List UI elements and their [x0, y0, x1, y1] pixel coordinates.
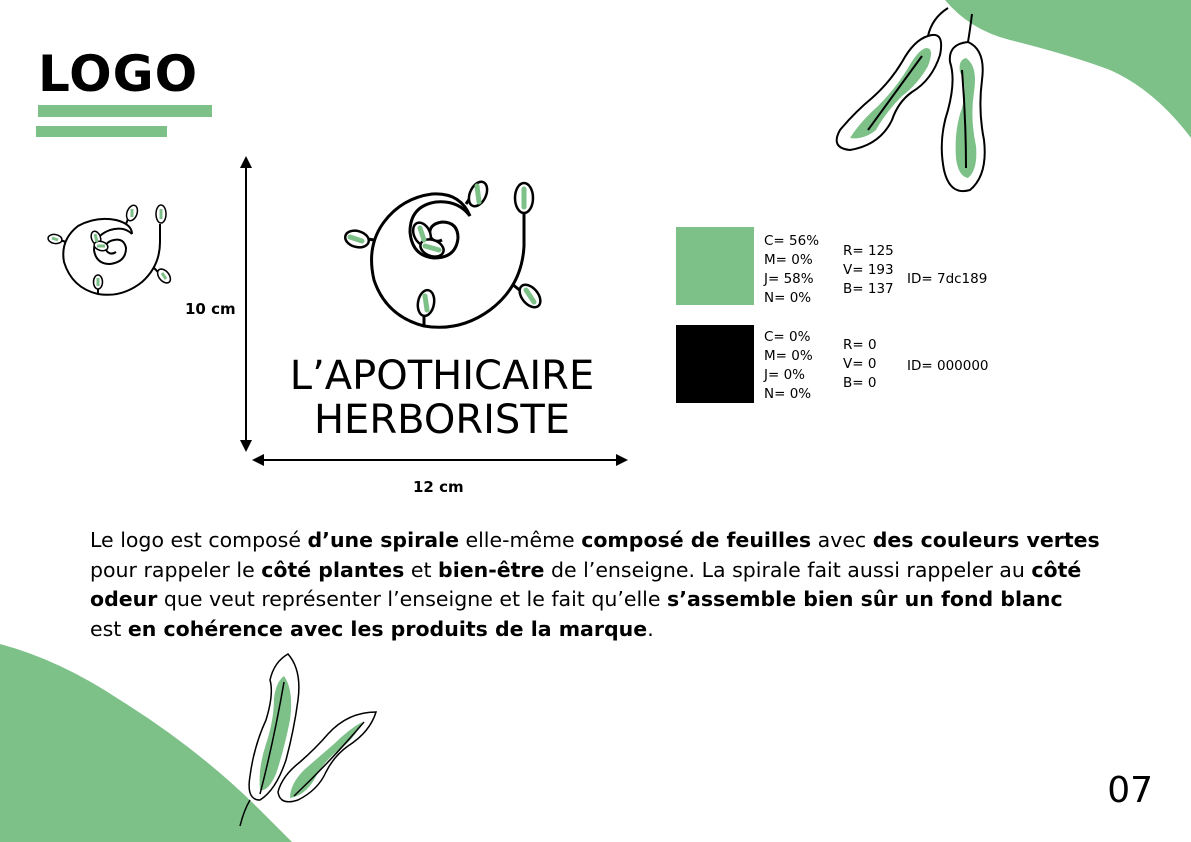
desc-segment: pour rappeler le [90, 557, 262, 582]
swatch-green-id: ID= 7dc189 [907, 271, 988, 287]
swatch-green-rgb [843, 242, 894, 299]
desc-segment-bold: côté odeur [90, 557, 1082, 611]
desc-segment: avec [811, 528, 873, 552]
swatch-black-c: C= 0% [764, 329, 811, 345]
desc-segment: est [90, 616, 128, 641]
swatch-black-j: J= 0% [764, 367, 806, 383]
small-logo-spiral-icon [46, 202, 176, 302]
desc-segment-bold: des couleurs vertes [872, 528, 1100, 552]
swatch-black-id: ID= 000000 [907, 358, 989, 374]
title-underline-short [36, 126, 167, 137]
desc-segment: Le logo est composé [90, 528, 308, 552]
bottom-leaves-illustration [230, 650, 390, 830]
swatch-green-b: B= 137 [843, 281, 894, 297]
swatch-green-cmyk [764, 232, 819, 308]
swatch-green-m: M= 0% [764, 252, 813, 268]
logo-wordmark-line-2: HERBORISTE [313, 397, 571, 443]
swatch-green-j: J= 58% [764, 271, 814, 287]
top-right-leaves-illustration [820, 0, 1000, 200]
desc-segment-bold: en cohérence avec les produits de la marque [127, 616, 648, 641]
desc-segment-bold: bien-être [438, 557, 545, 582]
swatch-black-m: M= 0% [764, 348, 813, 364]
desc-segment: que veut représenter l’enseigne et le fait qu’elle [157, 587, 668, 611]
logo-description [90, 526, 1100, 644]
desc-segment: . [647, 616, 654, 641]
swatch-black-r: R= 0 [843, 337, 877, 353]
swatch-green-v: V= 193 [843, 262, 894, 278]
desc-segment-bold: s’assemble bien sûr un fond blanc [667, 587, 1063, 611]
page-title: LOGO [38, 45, 199, 103]
width-dimension-arrow [250, 450, 630, 470]
logo-wordmark-line-1: L’APOTHICAIRE [289, 353, 595, 399]
desc-segment-bold: côté plantes [261, 557, 405, 582]
swatch-black-v: V= 0 [843, 356, 877, 372]
color-swatch-green [676, 227, 754, 305]
swatch-green-n: N= 0% [764, 290, 812, 306]
width-label: 12 cm [413, 478, 464, 496]
desc-segment-bold: d’une spirale [307, 528, 459, 552]
color-swatch-black [676, 325, 754, 403]
swatch-black-rgb [843, 336, 877, 393]
page-number: 07 [1107, 770, 1153, 811]
desc-segment: et [404, 557, 439, 582]
desc-segment: elle-même [458, 528, 582, 552]
swatch-black-n: N= 0% [764, 386, 812, 402]
swatch-black-cmyk [764, 328, 813, 404]
swatch-green-r: R= 125 [843, 243, 894, 259]
logo-wordmark [252, 354, 632, 442]
title-underline-long [38, 105, 212, 117]
height-label: 10 cm [185, 300, 236, 318]
desc-segment-bold: composé de feuilles [581, 528, 812, 552]
main-logo-spiral-icon [340, 176, 550, 336]
swatch-green-c: C= 56% [764, 233, 820, 249]
desc-segment: de l’enseigne. La spirale fait aussi rappeler au [544, 557, 1032, 582]
swatch-black-b: B= 0 [843, 375, 877, 391]
